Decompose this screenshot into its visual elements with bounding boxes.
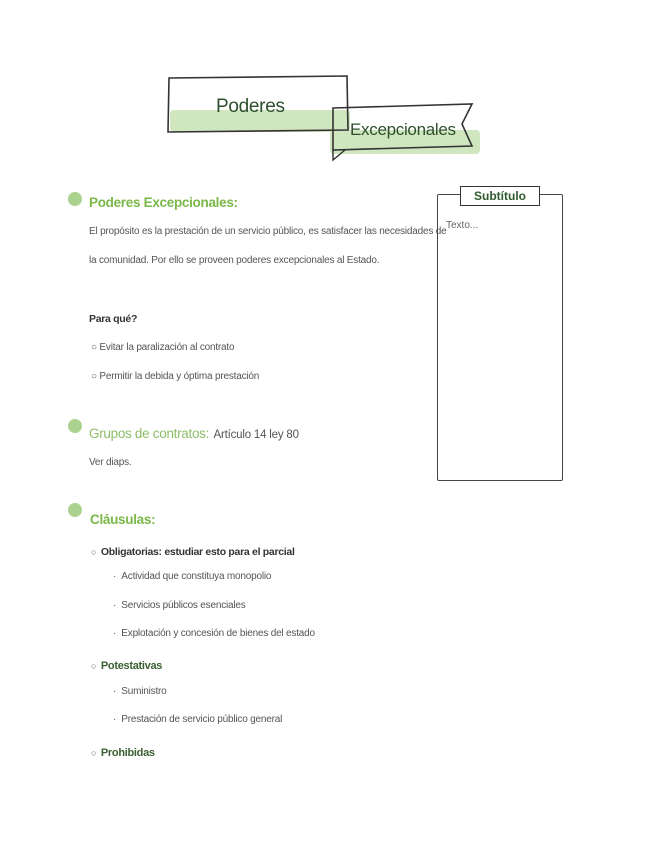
section1-subheading: Para qué?	[89, 313, 138, 325]
section1-paragraph-line1: El propósito es la prestación de un servicio público, es satisfacer las necesidades de	[89, 226, 447, 237]
section-dot-3	[68, 503, 82, 517]
clause-group-prohibidas	[91, 743, 155, 761]
dot-bullet-icon: ·	[113, 600, 122, 611]
clause-group-potestativas	[91, 656, 162, 674]
banner-title-line1: Poderes	[216, 96, 285, 117]
section2-heading-row	[89, 425, 299, 443]
circle-bullet-icon: ○	[91, 661, 97, 671]
section-dot-1	[68, 192, 82, 206]
clause-item-text: Explotación y concesión de bienes del estado	[121, 628, 315, 639]
circle-bullet-icon: ○	[91, 748, 97, 758]
circle-bullet-icon: ○	[91, 371, 100, 382]
section2-heading: Grupos de contratos:	[89, 426, 210, 441]
dot-bullet-icon: ·	[113, 686, 122, 697]
dot-bullet-icon: ·	[113, 571, 122, 582]
section1-item	[91, 342, 234, 353]
section2-note: Ver diaps.	[89, 457, 132, 468]
section3-heading: Cláusulas:	[90, 512, 156, 527]
clause-group-obligatorias	[91, 542, 295, 560]
clause-group-label: Prohibidas	[100, 747, 155, 759]
section2-heading-suffix: Artículo 14 ley 80	[213, 429, 299, 441]
subtitle-tag: Subtítulo	[460, 186, 540, 206]
clause-item-text: Prestación de servicio público general	[121, 714, 283, 725]
section1-heading: Poderes Excepcionales:	[89, 195, 238, 210]
clause-item	[113, 628, 315, 639]
title-banner	[0, 0, 648, 180]
clause-group-label: Potestativas	[100, 660, 163, 672]
subtitle-box-text: Texto...	[446, 220, 479, 231]
circle-bullet-icon: ○	[91, 342, 100, 353]
clause-item	[113, 600, 246, 611]
section-dot-2	[68, 419, 82, 433]
section1-paragraph-line2: la comunidad. Por ello se proveen poderes excepcionales al Estado.	[89, 255, 380, 266]
circle-bullet-icon: ○	[91, 547, 97, 557]
banner-title-line2: Excepcionales	[350, 120, 456, 139]
clause-group-label: Obligatorias: estudiar esto para el parcial	[100, 546, 295, 558]
clause-item	[113, 571, 271, 582]
clause-item-text: Actividad que constituya monopolio	[121, 571, 272, 582]
subtitle-box	[437, 194, 563, 481]
clause-item	[113, 686, 167, 697]
clause-item	[113, 714, 282, 725]
clause-item-text: Suministro	[121, 686, 167, 697]
section1-item	[91, 371, 259, 382]
section1-item-text: Permitir la debida y óptima prestación	[99, 371, 260, 382]
clause-item-text: Servicios públicos esenciales	[121, 600, 246, 611]
section1-item-text: Evitar la paralización al contrato	[99, 342, 235, 353]
dot-bullet-icon: ·	[113, 628, 122, 639]
dot-bullet-icon: ·	[113, 714, 122, 725]
